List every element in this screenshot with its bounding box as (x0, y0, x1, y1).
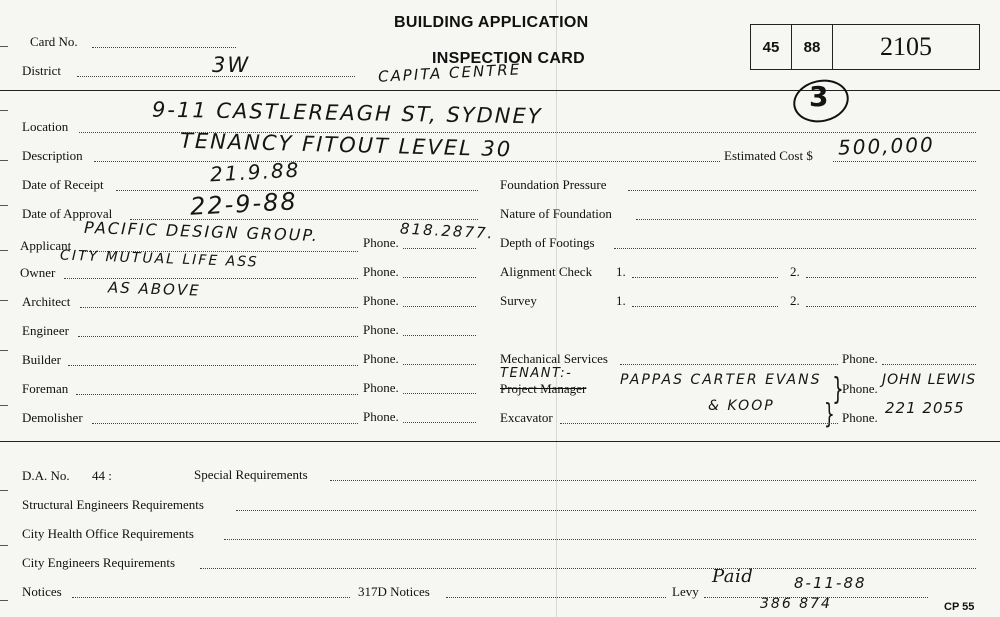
architect-field (80, 306, 358, 308)
estimated-cost-field (833, 160, 976, 162)
circled-number: 3 (809, 80, 831, 113)
demolisher-label: Demolisher (22, 410, 83, 425)
date-of-receipt-value: 21.9.88 (209, 157, 301, 187)
section-divider (0, 441, 1000, 442)
section-divider (0, 90, 1000, 91)
architect-value: AS ABOVE (107, 278, 201, 300)
reference-part-3: 2105 (880, 32, 932, 61)
card-title: BUILDING APPLICATION (394, 14, 589, 31)
survey-1-label: 1. (616, 293, 626, 308)
builder-label: Builder (22, 352, 61, 367)
architect-phone-label: Phone. (363, 293, 399, 308)
alignment-check-2-field (806, 276, 976, 278)
tenant-name: PAPPAS CARTER EVANS (620, 372, 822, 388)
mechanical-services-field (620, 363, 838, 365)
city-engineers-label: City Engineers Requirements (22, 555, 176, 570)
project-manager-label: Project Manager (500, 381, 587, 396)
mechanical-services-phone-field (882, 363, 976, 365)
reference-part-1: 45 (751, 25, 792, 69)
margin-tick (0, 110, 8, 111)
applicant-label: Applicant (20, 238, 72, 253)
builder-phone-field (403, 363, 476, 365)
demolisher-phone-label: Phone. (363, 409, 399, 424)
excavator-label: Excavator (500, 410, 553, 425)
card-no-label: Card No. (30, 34, 78, 49)
foreman-field (76, 393, 358, 395)
depth-of-footings-label: Depth of Footings (500, 235, 595, 250)
date-of-approval-label: Date of Approval (22, 206, 113, 221)
margin-tick (0, 250, 8, 251)
reference-number-box (750, 24, 980, 70)
contact-phone: 221 2055 (885, 399, 965, 417)
engineer-phone-label: Phone. (363, 322, 399, 337)
nature-of-foundation-label: Nature of Foundation (500, 206, 612, 221)
da-no-value: 44 : (92, 468, 112, 483)
district-value: 3W (212, 53, 251, 77)
levy-date: 8-11-88 (794, 574, 867, 592)
survey-2-label: 2. (790, 293, 800, 308)
owner-label: Owner (20, 265, 56, 280)
margin-tick (0, 545, 8, 546)
estimated-cost-label: Estimated Cost $ (724, 148, 813, 163)
builder-field (68, 364, 358, 366)
date-of-receipt-label: Date of Receipt (22, 177, 104, 192)
survey-2-field (806, 305, 976, 307)
owner-phone-label: Phone. (363, 264, 399, 279)
foundation-pressure-field (628, 189, 976, 191)
engineer-label: Engineer (22, 323, 69, 338)
margin-tick (0, 46, 8, 47)
foreman-label: Foreman (22, 381, 69, 396)
contact-name: JOHN LEWIS (882, 372, 977, 388)
tenant-name-2: & KOOP (708, 398, 775, 414)
alignment-check-1-label: 1. (616, 264, 626, 279)
survey-label: Survey (500, 293, 537, 308)
brace-upper: } (832, 372, 845, 407)
structural-engineers-label: Structural Engineers Requirements (22, 497, 204, 512)
foreman-phone-field (403, 392, 476, 394)
description-label: Description (22, 148, 83, 163)
applicant-value: PACIFIC DESIGN GROUP. (83, 217, 320, 246)
date-of-approval-value: 22-9-88 (189, 187, 299, 221)
notices-317d-label: 317D Notices (358, 584, 430, 599)
estimated-cost-value: 500,000 (837, 132, 936, 160)
health-office-label: City Health Office Requirements (22, 526, 194, 541)
brace-lower: } (823, 397, 836, 430)
location-label: Location (22, 119, 69, 134)
margin-tick (0, 160, 8, 161)
margin-tick (0, 300, 8, 301)
margin-tick (0, 350, 8, 351)
foundation-pressure-label: Foundation Pressure (500, 177, 607, 192)
demolisher-field (92, 422, 358, 424)
notices-field (72, 596, 350, 598)
building-name: CAPITA CENTRE (377, 60, 522, 86)
district-label: District (22, 63, 61, 78)
tenant-note: TENANT:- (500, 366, 573, 381)
excavator-phone-label: Phone. (842, 410, 878, 425)
owner-phone-field (403, 276, 476, 278)
structural-engineers-field (236, 509, 976, 511)
owner-value: CITY MUTUAL LIFE ASS (59, 247, 259, 271)
architect-phone-field (403, 305, 476, 307)
engineer-phone-field (403, 334, 476, 336)
nature-of-foundation-field (636, 218, 976, 220)
fold-line (556, 0, 557, 617)
survey-1-field (632, 305, 778, 307)
alignment-check-2-label: 2. (790, 264, 800, 279)
health-office-field (224, 538, 976, 540)
special-requirements-label: Special Requirements (194, 467, 308, 482)
notices-label: Notices (22, 584, 62, 599)
margin-tick (0, 600, 8, 601)
description-field (94, 160, 720, 162)
card-subtitle: INSPECTION CARD (432, 50, 585, 67)
margin-tick (0, 405, 8, 406)
special-requirements-field (330, 479, 976, 481)
mechanical-services-phone-label: Phone. (842, 351, 878, 366)
notices-317d-field (446, 596, 666, 598)
reference-part-2: 88 (792, 25, 833, 69)
excavator-field (560, 422, 838, 424)
levy-status: Paid (712, 566, 754, 587)
city-engineers-field (200, 567, 976, 569)
location-value: 9-11 CASTLEREAGH ST, SYDNEY (151, 97, 543, 129)
depth-of-footings-field (614, 247, 976, 249)
engineer-field (78, 335, 358, 337)
project-manager-phone-label: Phone. (842, 381, 878, 396)
date-of-approval-field (130, 218, 478, 220)
margin-tick (0, 205, 8, 206)
applicant-phone-field (403, 247, 476, 249)
architect-label: Architect (22, 294, 71, 309)
form-code: CP 55 (944, 601, 975, 613)
applicant-phone-value: 818.2877. (399, 219, 495, 243)
levy-label: Levy (672, 584, 699, 599)
foreman-phone-label: Phone. (363, 380, 399, 395)
da-no-label: D.A. No. (22, 468, 70, 483)
description-value: TENANCY FITOUT LEVEL 30 (179, 128, 513, 162)
demolisher-phone-field (403, 421, 476, 423)
applicant-phone-label: Phone. (363, 235, 399, 250)
mechanical-services-label: Mechanical Services (500, 351, 608, 366)
card-no-field (92, 46, 236, 48)
alignment-check-1-field (632, 276, 778, 278)
builder-phone-label: Phone. (363, 351, 399, 366)
margin-tick (0, 490, 8, 491)
levy-reference: 386 874 (760, 596, 832, 612)
alignment-check-label: Alignment Check (500, 264, 593, 279)
